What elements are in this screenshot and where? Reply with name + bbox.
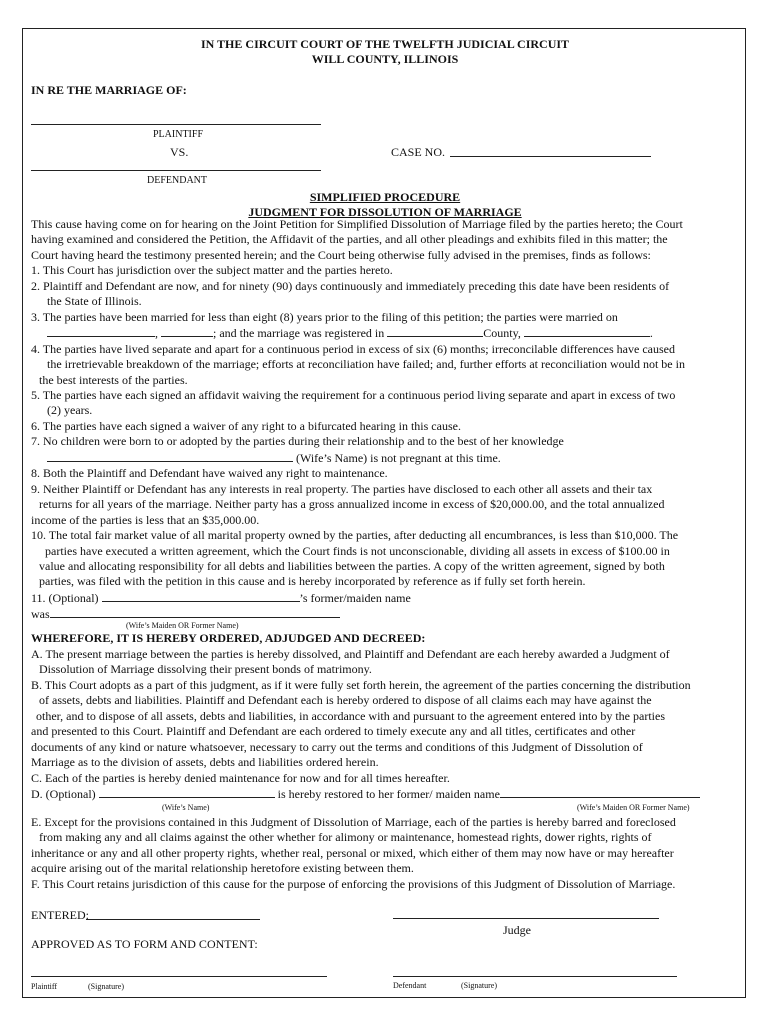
versus-label: VS.: [170, 145, 189, 159]
finding-4-cont: the best interests of the parties.: [39, 372, 188, 387]
title-judgment: JUDGMENT FOR DISSOLUTION OF MARRIAGE: [248, 205, 522, 219]
finding-3-cont: , ; and the marriage was registered in County, .: [31, 325, 721, 341]
finding-5-cont: (2) years.: [47, 403, 93, 418]
order-b: B. This Court adopts as a part of this judgment, as if it were fully set forth herein, the agreement of the parties concerning the distribution: [31, 677, 691, 692]
judgment-body: [31, 217, 721, 623]
county-blank[interactable]: [387, 325, 483, 337]
intro-line: This cause having come on for hearing on the Joint Petition for Simplified Dissolution of Marriage filed by the parties hereto; the Court: [31, 217, 683, 231]
court-heading: IN THE CIRCUIT COURT OF THE TWELFTH JUDICIAL CIRCUIT: [200, 37, 570, 51]
plaintiff-signature-label: Plaintiff: [31, 982, 58, 991]
order-b-cont: and presented to this Court. Plaintiff and Defendant are each ordered to timely execute any and all titles, certificates and other: [31, 724, 636, 739]
wife-name-hint: (Wife’s Name): [162, 803, 210, 812]
finding-1: 1. This Court has jurisdiction over the subject matter and the parties hereto.: [31, 263, 393, 278]
order-b-cont: other, and to dispose of all assets, debts and liabilities, in accordance with and pursuant to the agreement entered into by the parties: [36, 708, 665, 723]
former-name-hint: (Wife’s Maiden OR Former Name): [577, 803, 690, 812]
defendant-signature-label: Defendant: [393, 981, 427, 990]
finding-5: 5. The parties have each signed an affidavit waiving the requirement for a continuous period living separate and apart in excess of two: [31, 387, 676, 402]
wife-name-blank[interactable]: [47, 450, 293, 462]
county-heading: WILL COUNTY, ILLINOIS: [311, 52, 459, 66]
order-b-cont: Marriage as to the division of assets, debts and liabilities ordered herein.: [31, 755, 379, 770]
maiden-name-hint: (Wife’s Maiden OR Former Name): [126, 621, 239, 630]
finding-10: 10. The total fair market value of all marital property owned by the parties, after deducting all encumbrances, is less than $10,000. The: [31, 528, 679, 543]
finding-7-cont: (Wife’s Name) is not pregnant at this time.: [31, 450, 721, 466]
title-simplified-procedure: SIMPLIFIED PROCEDURE: [309, 190, 461, 204]
order-a: A. The present marriage between the parties is hereby dissolved, and Plaintiff and Defendant are each hereby awarded a Judgment of: [31, 647, 670, 661]
defendant-signature-line[interactable]: [393, 976, 677, 977]
order-e-cont: acquire arising out of the marital relationship heretofore existing between them.: [31, 861, 414, 876]
judge-label: Judge: [503, 923, 531, 937]
marriage-year-blank[interactable]: [161, 325, 213, 337]
defendant-signature-hint: (Signature): [461, 981, 497, 990]
case-number-label: CASE NO.: [391, 145, 446, 159]
case-number-line[interactable]: [450, 156, 651, 157]
intro-line: having examined and considered the Petition, the Affidavit of the parties, and all other pleadings and exhibits filed in this matter; the: [31, 232, 668, 247]
finding-2: 2. Plaintiff and Defendant are now, and for ninety (90) days continuously and immediately preceding this date have been residents of: [31, 278, 670, 293]
orders-body: [31, 647, 721, 803]
defendant-name-line[interactable]: [31, 170, 321, 171]
order-e-cont: from making any and all claims against the other whether for alimony or maintenance, homestead rights, dower rights, rights of: [39, 830, 652, 845]
finding-7: 7. No children were born to or adopted by the parties during their relationship and to the best of her knowledge: [31, 434, 564, 449]
finding-8: 8. Both the Plaintiff and Defendant have waived any right to maintenance.: [31, 466, 388, 481]
order-a-cont: Dissolution of Marriage dissolving their present bonds of matrimony.: [39, 662, 372, 677]
marriage-date-blank[interactable]: [47, 325, 155, 337]
order-c: C. Each of the parties is hereby denied maintenance for now and for all times hereafter.: [31, 770, 450, 785]
intro-line: Court having heard the testimony presented herein; and the Court being otherwise fully advised in the premises, finds as follows:: [31, 247, 651, 262]
finding-6: 6. The parties have each signed a waiver of any right to a bifurcated hearing in this cause.: [31, 418, 461, 433]
maiden-name-blank[interactable]: [50, 606, 340, 618]
judge-signature-line[interactable]: [393, 918, 659, 919]
finding-3: 3. The parties have been married for less than eight (8) years prior to the filing of this petition; the parties were married on: [31, 309, 618, 324]
order-heading: WHEREFORE, IT IS HEREBY ORDERED, ADJUDGED AND DECREED:: [31, 631, 426, 645]
order-b-cont: documents of any kind or nature whatsoever, necessary to carry out the terms and conditions of this Judgment of Dissolution of: [31, 739, 643, 754]
approved-label: APPROVED AS TO FORM AND CONTENT:: [31, 937, 258, 951]
state-blank[interactable]: [524, 325, 650, 337]
finding-10-cont: parties have executed a written agreement, which the Court finds is not unconscionable, dividing all assets in excess of $100.00 in: [45, 543, 670, 558]
order-e: E. Except for the provisions contained in this Judgment of Dissolution of Marriage, each of the parties is hereby barred and foreclosed: [31, 815, 676, 829]
plaintiff-label: PLAINTIFF: [153, 129, 204, 140]
plaintiff-name-line[interactable]: [31, 124, 321, 125]
defendant-label: DEFENDANT: [147, 175, 207, 186]
finding-2-cont: the State of Illinois.: [47, 294, 142, 309]
former-name-blank-order-d[interactable]: [500, 786, 700, 798]
finding-11-cont: was: [31, 606, 721, 622]
plaintiff-signature-line[interactable]: [31, 976, 327, 977]
finding-9-cont: income of the parties is less that an $35,000.00.: [31, 512, 260, 527]
finding-4: 4. The parties have lived separate and apart for a continuous period in excess of six (6) months; irreconcilable differences have caused: [31, 341, 675, 356]
finding-9-cont: returns for all years of the marriage. Neither party has a gross annualized income in excess of $20,000.00, and the total annualized: [39, 497, 665, 512]
order-b-cont: of assets, debts and liabilities. Plaintiff and Defendant each is hereby ordered to dispose of all claims each may have against the: [39, 693, 652, 708]
order-d: D. (Optional) is hereby restored to her former/ maiden name: [31, 786, 721, 802]
finding-10-cont: value and allocating responsibility for all debts and liabilities between the parties. A copy of the written agreement, signed by both: [39, 558, 665, 573]
entered-date-line[interactable]: [86, 919, 260, 920]
in-re-label: IN RE THE MARRIAGE OF:: [31, 83, 187, 97]
finding-4-cont: the irretrievable breakdown of the marriage; efforts at reconciliation have failed; and, further efforts at reconciliation would not be in: [47, 357, 685, 372]
wife-name-blank-order-d[interactable]: [99, 786, 275, 798]
wife-name-blank-optional[interactable]: [102, 590, 300, 602]
finding-9: 9. Neither Plaintiff or Defendant has any interests in real property. The parties have disclosed to each other all assets and their tax: [31, 481, 653, 496]
finding-10-cont: parties, was filed with the petition in this cause and is hereby incorporated by reference as if fully set forth herein.: [39, 574, 586, 589]
plaintiff-signature-hint: (Signature): [88, 982, 124, 991]
orders-body-2: [31, 815, 721, 892]
order-e-cont: inheritance or any and all other property rights, whether real, personal or mixed, which either of them may now have or may hereafter: [31, 845, 674, 860]
entered-label: ENTERED:: [31, 908, 89, 922]
finding-11: 11. (Optional) ’s former/maiden name: [31, 590, 411, 605]
order-f: F. This Court retains jurisdiction of this cause for the purpose of enforcing the provisions of this Judgment of Dissolution of Marriage.: [31, 876, 676, 891]
